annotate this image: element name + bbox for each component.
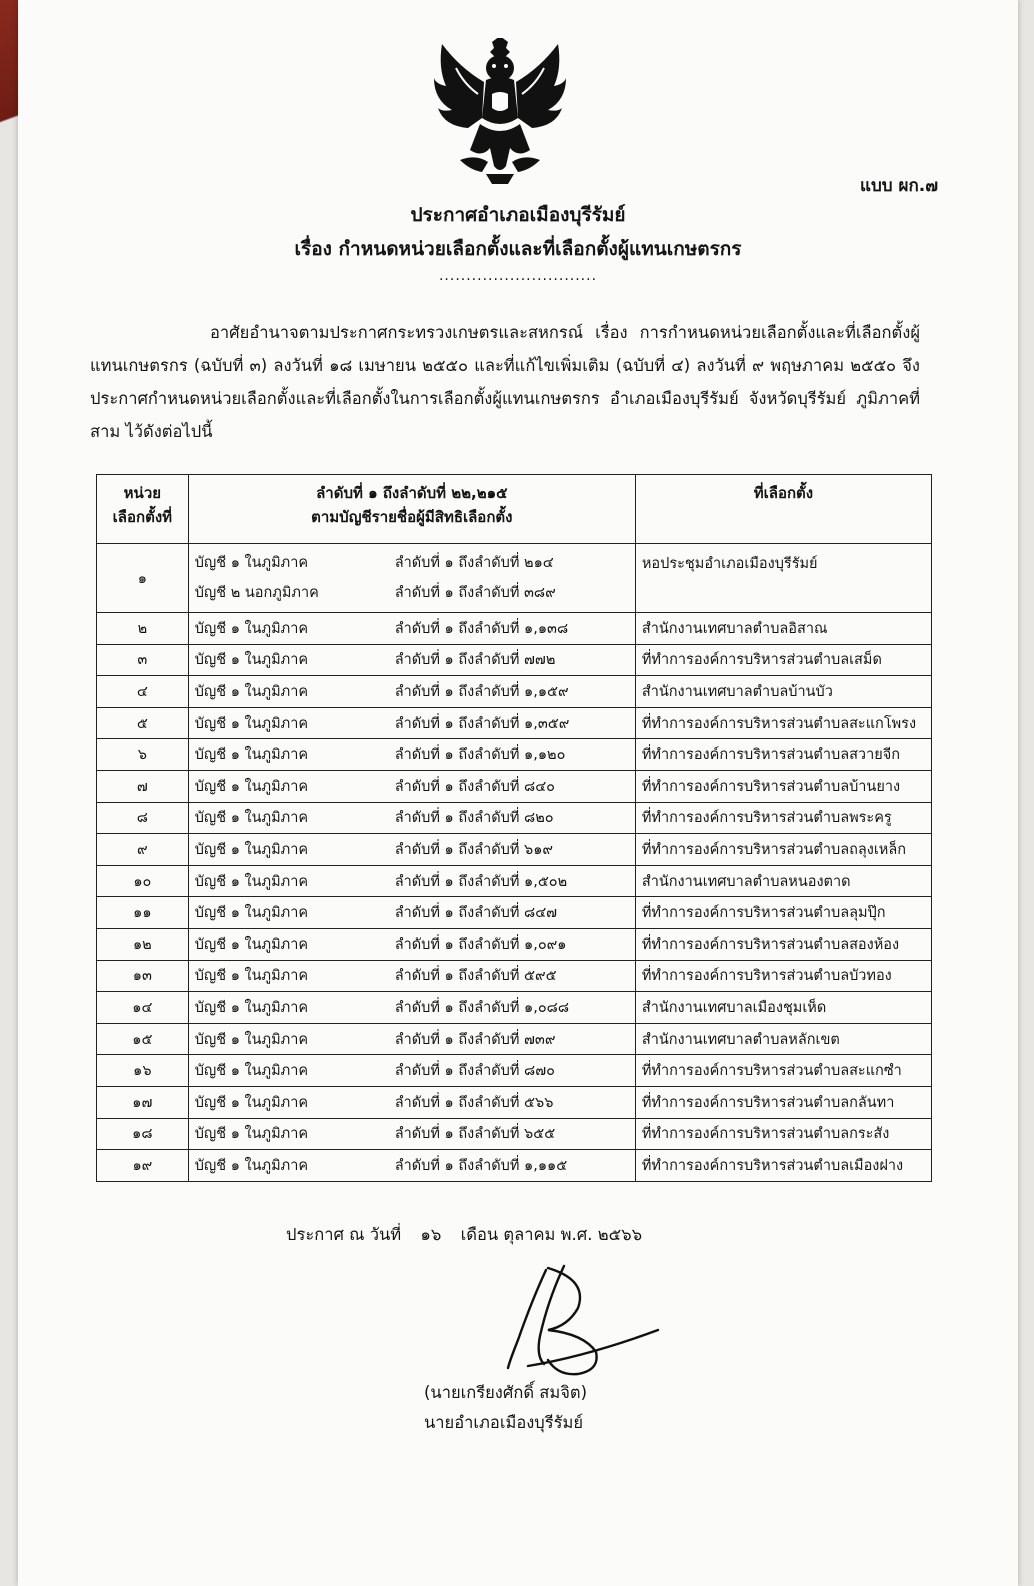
unit-number: ๘ bbox=[97, 802, 189, 834]
polling-place: ที่ทำการองค์การบริหารส่วนตำบลสะแกซำ bbox=[635, 1055, 931, 1087]
account-label: บัญชี ๑ ในภูมิภาค bbox=[194, 841, 309, 858]
body-paragraph bbox=[90, 316, 920, 448]
account-line bbox=[195, 617, 629, 640]
announcement-subject: เรื่อง กำหนดหน่วยเลือกตั้งและที่เลือกตั้งผู้แทนเกษตรกร bbox=[294, 238, 742, 260]
unit-number: ๙ bbox=[97, 834, 189, 866]
unit-number: ๑๙ bbox=[97, 1150, 189, 1182]
account-range: ลำดับที่ ๑ ถึงลำดับที่ ๕๖๖ bbox=[394, 1094, 554, 1111]
account-cell bbox=[188, 960, 635, 992]
account-line bbox=[195, 1154, 629, 1177]
account-label: บัญชี ๑ ในภูมิภาค bbox=[194, 1031, 309, 1048]
table-row bbox=[97, 992, 932, 1024]
body-paragraph-text: อาศัยอำนาจตามประกาศกระทรวงเกษตรและสหกรณ์ เรื่อง การกำหนดหน่วยเลือกตั้งและที่เลือกตั้งผู้แทนเกษตรกร (ฉบับที่ ๓) ลงวันที่ ๑๘ เมษายน ๒๕๕๐ และที่แก้ไขเพิ่มเติม (ฉบับที่ ๔) ลงวันที่ ๙ พฤษภาคม ๒๕๕๐ จึงประกาศกำหนดหน่วยเลือกตั้งและที่เลือกตั้งในการเลือกตั้งผู้แทนเกษตรกร อำเภอเมืองบุรีรัมย์ จังหวัดบุรีรัมย์ ภูมิภาคที่สาม ไว้ดังต่อไปนี้ bbox=[90, 323, 920, 441]
account-label: บัญชี ๑ ในภูมิภาค bbox=[194, 873, 309, 890]
account-range: ลำดับที่ ๑ ถึงลำดับที่ ๑,๑๒๐ bbox=[394, 747, 566, 764]
account-range: ลำดับที่ ๑ ถึงลำดับที่ ๑,๑๑๕ bbox=[394, 1157, 568, 1174]
account-range: ลำดับที่ ๑ ถึงลำดับที่ ๑,๐๘๘ bbox=[394, 999, 570, 1016]
account-cell bbox=[188, 770, 635, 802]
polling-place: ที่ทำการองค์การบริหารส่วนตำบลสองห้อง bbox=[635, 928, 931, 960]
polling-place: ที่ทำการองค์การบริหารส่วนตำบลกลันทา bbox=[635, 1086, 931, 1118]
account-label: บัญชี ๑ ในภูมิภาค bbox=[194, 936, 309, 953]
header-range bbox=[188, 475, 635, 544]
account-line bbox=[195, 548, 629, 578]
account-line bbox=[195, 964, 629, 987]
account-line bbox=[195, 870, 629, 893]
account-cell bbox=[188, 1086, 635, 1118]
account-cell bbox=[188, 707, 635, 739]
title-separator: ............................. bbox=[438, 268, 598, 284]
account-range: ลำดับที่ ๑ ถึงลำดับที่ ๑,๕๐๒ bbox=[394, 873, 568, 890]
account-range: ลำดับที่ ๑ ถึงลำดับที่ ๖๕๕ bbox=[394, 1126, 556, 1143]
announcement-date bbox=[286, 1222, 642, 1248]
account-cell bbox=[188, 613, 635, 645]
account-label: บัญชี ๑ ในภูมิภาค bbox=[194, 1094, 309, 1111]
signer-name: (นายเกรียงศักดิ์ สมจิต) bbox=[424, 1383, 588, 1402]
polling-place: ที่ทำการองค์การบริหารส่วนตำบลบัวทอง bbox=[635, 960, 931, 992]
account-label: บัญชี ๑ ในภูมิภาค bbox=[194, 683, 309, 700]
polling-place: ที่ทำการองค์การบริหารส่วนตำบลเมืองฝาง bbox=[635, 1150, 931, 1182]
account-range: ลำดับที่ ๑ ถึงลำดับที่ ๓๘๙ bbox=[394, 585, 556, 601]
account-range: ลำดับที่ ๑ ถึงลำดับที่ ๕๙๕ bbox=[394, 968, 557, 985]
account-label: บัญชี ๑ ในภูมิภาค bbox=[194, 810, 309, 827]
account-line bbox=[195, 1091, 629, 1114]
polling-place: ที่ทำการองค์การบริหารส่วนตำบลพระครู bbox=[635, 802, 931, 834]
account-cell bbox=[188, 644, 635, 676]
table-row bbox=[97, 1150, 932, 1182]
polling-place: ที่ทำการองค์การบริหารส่วนตำบลถลุงเหล็ก bbox=[635, 834, 931, 866]
account-range: ลำดับที่ ๑ ถึงลำดับที่ ๒๑๔ bbox=[394, 555, 554, 571]
unit-number: ๕ bbox=[97, 707, 189, 739]
account-cell bbox=[188, 865, 635, 897]
account-cell bbox=[188, 1150, 635, 1182]
account-label: บัญชี ๑ ในภูมิภาค bbox=[194, 747, 309, 764]
account-label: บัญชี ๑ ในภูมิภาค bbox=[194, 1157, 309, 1174]
polling-place: ที่ทำการองค์การบริหารส่วนตำบลบ้านยาง bbox=[635, 770, 931, 802]
unit-number: ๑๗ bbox=[97, 1086, 189, 1118]
table-row bbox=[97, 928, 932, 960]
account-range: ลำดับที่ ๑ ถึงลำดับที่ ๘๔๐ bbox=[394, 778, 556, 795]
unit-number: ๑๘ bbox=[97, 1118, 189, 1150]
account-line bbox=[195, 648, 629, 671]
table-row bbox=[97, 1086, 932, 1118]
unit-number: ๑๒ bbox=[97, 928, 189, 960]
table-row bbox=[97, 613, 932, 645]
table-row bbox=[97, 834, 932, 866]
unit-number: ๑๕ bbox=[97, 1023, 189, 1055]
unit-number: ๑๖ bbox=[97, 1055, 189, 1087]
unit-number: ๑๔ bbox=[97, 992, 189, 1024]
polling-place: สำนักงานเทศบาลตำบลหลักเขต bbox=[635, 1023, 931, 1055]
unit-number: ๑๐ bbox=[97, 865, 189, 897]
account-line bbox=[195, 743, 629, 766]
account-cell bbox=[188, 1023, 635, 1055]
unit-number: ๓ bbox=[97, 644, 189, 676]
header-place: ที่เลือกตั้ง bbox=[635, 475, 931, 544]
account-cell bbox=[188, 676, 635, 708]
account-label: บัญชี ๑ ในภูมิภาค bbox=[194, 999, 309, 1016]
polling-place: ที่ทำการองค์การบริหารส่วนตำบลเสม็ด bbox=[635, 644, 931, 676]
table-row bbox=[97, 770, 932, 802]
account-range: ลำดับที่ ๑ ถึงลำดับที่ ๘๔๗ bbox=[394, 905, 558, 922]
account-line bbox=[195, 1028, 629, 1051]
account-label: บัญชี ๒ นอกภูมิภาค bbox=[194, 585, 319, 601]
account-cell bbox=[188, 1118, 635, 1150]
table-row bbox=[97, 1055, 932, 1087]
header-range-line1: ลำดับที่ ๑ ถึงลำดับที่ ๒๒,๒๑๕ bbox=[316, 484, 508, 502]
table-row bbox=[97, 865, 932, 897]
account-range: ลำดับที่ ๑ ถึงลำดับที่ ๗๗๒ bbox=[394, 652, 556, 669]
unit-number: ๑ bbox=[97, 544, 189, 613]
polling-place: สำนักงานเทศบาลตำบลอิสาณ bbox=[635, 613, 931, 645]
form-code: แบบ ผก.๗ bbox=[860, 176, 938, 196]
handwritten-signature bbox=[488, 1260, 668, 1390]
account-range: ลำดับที่ ๑ ถึงลำดับที่ ๑,๓๕๙ bbox=[394, 715, 570, 732]
table-row bbox=[97, 802, 932, 834]
account-cell bbox=[188, 992, 635, 1024]
account-cell bbox=[188, 1055, 635, 1087]
account-line bbox=[195, 578, 629, 608]
garuda-emblem-icon bbox=[430, 38, 570, 188]
account-range: ลำดับที่ ๑ ถึงลำดับที่ ๑,๑๓๘ bbox=[394, 620, 569, 637]
account-label: บัญชี ๑ ในภูมิภาค bbox=[194, 968, 309, 985]
unit-number: ๒ bbox=[97, 613, 189, 645]
table-row bbox=[97, 1118, 932, 1150]
account-line bbox=[195, 1122, 629, 1145]
account-label: บัญชี ๑ ในภูมิภาค bbox=[194, 555, 309, 571]
account-line bbox=[195, 712, 629, 735]
account-cell bbox=[188, 897, 635, 929]
account-range: ลำดับที่ ๑ ถึงลำดับที่ ๑,๐๙๑ bbox=[394, 936, 567, 953]
account-range: ลำดับที่ ๑ ถึงลำดับที่ ๘๗๐ bbox=[394, 1063, 555, 1080]
unit-number: ๔ bbox=[97, 676, 189, 708]
account-line bbox=[195, 680, 629, 703]
unit-number: ๑๓ bbox=[97, 960, 189, 992]
account-cell bbox=[188, 739, 635, 771]
account-line bbox=[195, 933, 629, 956]
account-line bbox=[195, 838, 629, 861]
account-label: บัญชี ๑ ในภูมิภาค bbox=[194, 715, 309, 732]
table-row bbox=[97, 960, 932, 992]
signer-position: นายอำเภอเมืองบุรีรัมย์ bbox=[424, 1413, 584, 1432]
polling-place: หอประชุมอำเภอเมืองบุรีรัมย์ bbox=[635, 544, 931, 613]
account-range: ลำดับที่ ๑ ถึงลำดับที่ ๖๑๙ bbox=[394, 841, 554, 858]
polling-place: ที่ทำการองค์การบริหารส่วนตำบลลุมปุ๊ก bbox=[635, 897, 931, 929]
account-line bbox=[195, 996, 629, 1019]
unit-number: ๗ bbox=[97, 770, 189, 802]
table-row bbox=[97, 644, 932, 676]
account-range: ลำดับที่ ๑ ถึงลำดับที่ ๘๒๐ bbox=[394, 810, 554, 827]
header-range-line2: ตามบัญชีรายชื่อผู้มีสิทธิเลือกตั้ง bbox=[311, 508, 513, 526]
account-label: บัญชี ๑ ในภูมิภาค bbox=[194, 620, 309, 637]
account-range: ลำดับที่ ๑ ถึงลำดับที่ ๑,๑๕๙ bbox=[394, 683, 569, 700]
polling-place: ที่ทำการองค์การบริหารส่วนตำบลกระสัง bbox=[635, 1118, 931, 1150]
account-line bbox=[195, 1059, 629, 1082]
account-label: บัญชี ๑ ในภูมิภาค bbox=[194, 905, 309, 922]
document-page bbox=[18, 0, 1018, 1586]
unit-number: ๖ bbox=[97, 739, 189, 771]
account-label: บัญชี ๑ ในภูมิภาค bbox=[194, 778, 309, 795]
election-units-table bbox=[96, 474, 932, 1182]
account-range: ลำดับที่ ๑ ถึงลำดับที่ ๗๓๙ bbox=[394, 1031, 556, 1048]
account-cell bbox=[188, 834, 635, 866]
polling-place: ที่ทำการองค์การบริหารส่วนตำบลสวายจีก bbox=[635, 739, 931, 771]
header-unit-line1: หน่วย bbox=[123, 484, 162, 502]
polling-place: สำนักงานเทศบาลเมืองชุมเห็ด bbox=[635, 992, 931, 1024]
unit-number: ๑๑ bbox=[97, 897, 189, 929]
polling-place: สำนักงานเทศบาลตำบลหนองตาด bbox=[635, 865, 931, 897]
account-label: บัญชี ๑ ในภูมิภาค bbox=[194, 652, 309, 669]
table-row bbox=[97, 676, 932, 708]
account-line bbox=[195, 806, 629, 829]
table-header-row bbox=[97, 475, 932, 544]
account-cell bbox=[188, 802, 635, 834]
polling-place: ที่ทำการองค์การบริหารส่วนตำบลสะแกโพรง bbox=[635, 707, 931, 739]
table-row bbox=[97, 1023, 932, 1055]
table-row bbox=[97, 897, 932, 929]
polling-place: สำนักงานเทศบาลตำบลบ้านบัว bbox=[635, 676, 931, 708]
announced-day: ๑๖ bbox=[420, 1225, 442, 1244]
account-cell bbox=[188, 928, 635, 960]
header-unit bbox=[97, 475, 189, 544]
table-row bbox=[97, 544, 932, 613]
account-label: บัญชี ๑ ในภูมิภาค bbox=[194, 1126, 309, 1143]
announced-at-label: ประกาศ ณ วันที่ bbox=[286, 1225, 402, 1244]
account-line bbox=[195, 775, 629, 798]
announced-month-year: เดือน ตุลาคม พ.ศ. ๒๕๖๖ bbox=[460, 1225, 643, 1244]
header-unit-line2: เลือกตั้งที่ bbox=[112, 508, 173, 526]
account-cell bbox=[188, 544, 635, 613]
table-row bbox=[97, 707, 932, 739]
table-row bbox=[97, 739, 932, 771]
account-line bbox=[195, 901, 629, 924]
account-label: บัญชี ๑ ในภูมิภาค bbox=[194, 1063, 309, 1080]
announcement-title: ประกาศอำเภอเมืองบุรีรัมย์ bbox=[410, 204, 626, 226]
